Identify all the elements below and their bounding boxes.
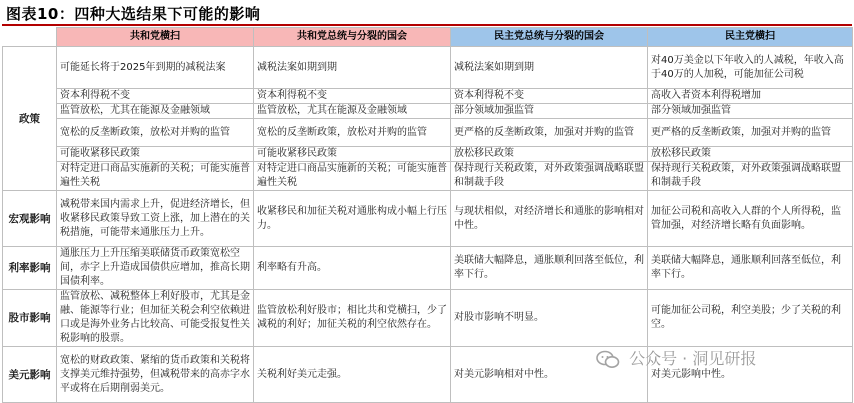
table-cell: 部分领域加强监管 [451, 104, 648, 119]
table-cell: 对特定进口商品实施新的关税；可能实施普遍性关税 [254, 162, 451, 191]
table-cell: 监管放松，尤其在能源及金融领域 [254, 104, 451, 119]
figure-title: 图表10：四种大选结果下可能的影响 [6, 5, 261, 23]
impact-row-rates [3, 247, 853, 290]
table-cell: 美联储大幅降息，通胀顺利回落至低位，利率下行。 [451, 247, 648, 290]
table-cell: 保持现行关税政策，对外政策强调战略联盟和制裁手段 [451, 162, 648, 191]
table-cell: 资本利得税不变 [57, 89, 254, 104]
category-equity: 股市影响 [3, 290, 57, 347]
table-cell: 保持现行关税政策，对外政策强调战略联盟和制裁手段 [648, 162, 853, 191]
policy-row [3, 47, 853, 89]
category-macro: 宏观影响 [3, 191, 57, 247]
table-cell: 可能加征公司税，利空美股；少了关税的利空。 [648, 290, 853, 347]
table-cell: 减税法案如期到期 [451, 47, 648, 89]
table-cell: 美联储大幅降息，通胀顺利回落至低位，利率下行。 [648, 247, 853, 290]
table-cell: 部分领域加强监管 [648, 104, 853, 119]
header-gop-president-split: 共和党总统与分裂的国会 [254, 28, 451, 47]
table-cell: 对美元影响相对中性。 [451, 347, 648, 403]
table-cell: 放松移民政策 [648, 147, 853, 162]
table-cell: 可能收紧移民政策 [254, 147, 451, 162]
table-cell: 减税法案如期到期 [254, 47, 451, 89]
policy-row [3, 119, 853, 147]
table-cell: 与现状相似，对经济增长和通胀的影响相对中性。 [451, 191, 648, 247]
table-cell: 对特定进口商品实施新的关税；可能实施普遍性关税 [57, 162, 254, 191]
table-cell: 更严格的反垄断政策，加强对并购的监管 [648, 119, 853, 147]
table-cell: 加征公司税和高收入人群的个人所得税，监管加强，对经济增长略有负面影响。 [648, 191, 853, 247]
category-rates: 利率影响 [3, 247, 57, 290]
table-cell: 对股市影响不明显。 [451, 290, 648, 347]
table-cell: 监管放松，尤其在能源及金融领域 [57, 104, 254, 119]
header-gop-sweep: 共和党横扫 [57, 28, 254, 47]
wechat-icon [596, 350, 620, 370]
table-cell: 监管放松、减税整体上利好股市，尤其是金融、能源等行业；但加征关税会利空依赖进口或是海外业务占比较高、可能受报复性关税影响的股票。 [57, 290, 254, 347]
watermark [596, 346, 756, 370]
header-dem-sweep: 民主党横扫 [648, 28, 853, 47]
category-policy: 政策 [3, 47, 57, 191]
table-cell: 可能收紧移民政策 [57, 147, 254, 162]
policy-row [3, 147, 853, 162]
figure-title-bar [2, 2, 852, 26]
table-cell: 资本利得税不变 [254, 89, 451, 104]
table-cell: 利率略有升高。 [254, 247, 451, 290]
impact-row-macro [3, 191, 853, 247]
table-cell: 可能延长将于2025年到期的减税法案 [57, 47, 254, 89]
policy-row [3, 89, 853, 104]
table-cell: 减税带来国内需求上升，促进经济增长，但收紧移民政策导致工资上涨，加上潜在的关税措施，可能带来通胀压力上升。 [57, 191, 254, 247]
table-cell: 对美元影响中性。 [648, 347, 853, 403]
table-cell: 放松移民政策 [451, 147, 648, 162]
header-corner [3, 28, 57, 47]
table-cell: 监管放松利好股市；相比共和党横扫，少了减税的利好；加征关税的利空依然存在。 [254, 290, 451, 347]
table-cell: 通胀压力上升压缩美联储货币政策宽松空间，赤字上升造成国债供应增加，推高长期国债利率。 [57, 247, 254, 290]
table-cell: 高收入者资本利得税增加 [648, 89, 853, 104]
table-cell: 对40万美金以下年收入的人减税，年收入高于40万的人加税，可能加征公司税 [648, 47, 853, 89]
table-cell: 宽松的财政政策、紧缩的货币政策和关税将支撑美元维持强势，但减税带来的高赤字水平或将在后期削弱美元。 [57, 347, 254, 403]
category-usd: 美元影响 [3, 347, 57, 403]
policy-row [3, 104, 853, 119]
watermark-text: 公众号 · 洞见研报 [629, 349, 757, 368]
header-row [3, 28, 853, 47]
header-dem-president-split: 民主党总统与分裂的国会 [451, 28, 648, 47]
table-cell: 收紧移民和加征关税对通胀构成小幅上行压力。 [254, 191, 451, 247]
table-cell: 关税利好美元走强。 [254, 347, 451, 403]
table-cell: 更严格的反垄断政策，加强对并购的监管 [451, 119, 648, 147]
policy-row [3, 162, 853, 191]
table-cell: 宽松的反垄断政策，放松对并购的监管 [57, 119, 254, 147]
table-cell: 资本利得税不变 [451, 89, 648, 104]
table-cell: 宽松的反垄断政策，放松对并购的监管 [254, 119, 451, 147]
impact-row-equity [3, 290, 853, 347]
